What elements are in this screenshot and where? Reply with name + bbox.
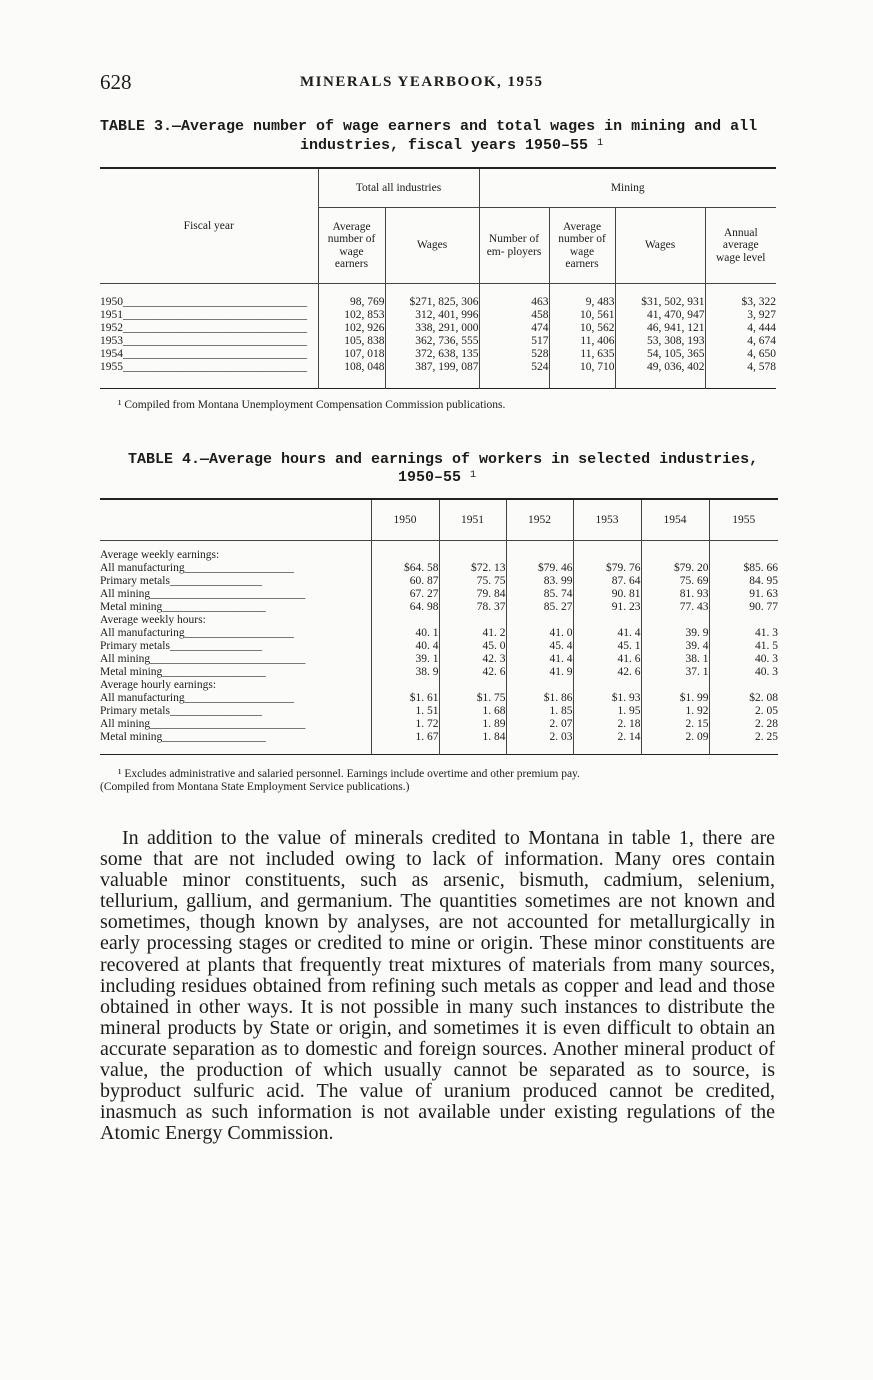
cell: $72. 13: [439, 562, 506, 575]
cell: 3, 927: [705, 309, 776, 322]
cell: 41. 3: [709, 627, 778, 640]
col-header-wage-level: Annual average wage level: [705, 208, 776, 284]
cell: 41. 9: [506, 666, 573, 679]
col-header-year: 1951: [439, 499, 506, 541]
col-header-all-wages: Wages: [385, 208, 479, 284]
col-header-mining-earners: Average number of wage earners: [549, 208, 615, 284]
row-label: All mining___________________________: [100, 718, 306, 731]
cell: 2. 05: [709, 705, 778, 718]
cell: 4, 444: [705, 322, 776, 335]
cell: $64. 58: [371, 562, 439, 575]
row-label: All mining___________________________: [100, 653, 306, 666]
cell: $85. 66: [709, 562, 778, 575]
cell: 40. 3: [709, 666, 778, 679]
cell: 10, 561: [549, 309, 615, 322]
table-row: [100, 296, 776, 309]
row-label: Average hourly earnings:: [100, 679, 217, 692]
cell: 10, 710: [549, 361, 615, 374]
cell: 338, 291, 000: [385, 322, 479, 335]
table-row: [100, 614, 778, 627]
cell: 84. 95: [709, 575, 778, 588]
cell: 1. 92: [641, 705, 709, 718]
cell: 474: [479, 322, 549, 335]
cell: 2. 07: [506, 718, 573, 731]
table-row: [100, 627, 778, 640]
row-label: Primary metals________________: [100, 705, 262, 718]
table-row: [100, 309, 776, 322]
cell: 87. 64: [573, 575, 641, 588]
cell: 11, 406: [549, 335, 615, 348]
cell: 40. 3: [709, 653, 778, 666]
year-label: 1952________________________________: [100, 322, 307, 335]
cell: 78. 37: [439, 601, 506, 614]
cell: 528: [479, 348, 549, 361]
cell: $3, 322: [705, 296, 776, 309]
cell: 53, 308, 193: [615, 335, 705, 348]
cell: 38. 1: [641, 653, 709, 666]
col-header-year: 1950: [371, 499, 439, 541]
table3-footnote: ¹ Compiled from Montana Unemployment Compensation Commission publications.: [118, 399, 506, 411]
body-paragraph: In addition to the value of minerals credited to Montana in table 1, there are some that are not included owing to lack of information. Many ores contain valuable minor constituents, such as arsenic, bismuth, cadmium, selenium, tellurium, gallium, and germanium. The quantities sometimes are not known and sometimes, though known by analyses, are not accounted for metallurgically in early processing stages or credited to mine or origin. These minor constituents are recovered at plants that frequently treat mixtures of materials from many sources, including residues obtained from refining such metals as copper and lead and those obtained in other ways. It is not possible in many such instances to distribute the mineral products by State or origin, and sometimes it is even difficult to obtain an accurate separation as to domestic and foreign sources. Another mineral product of value, the production of which usually cannot be separated as to source, is byproduct sulfuric acid. The value of uranium produced cannot be credited, inasmuch as such information is not available under existing regulations of the Atomic Energy Commission.: [100, 827, 775, 1145]
table-row: [100, 348, 776, 361]
cell: 42. 3: [439, 653, 506, 666]
row-label: All manufacturing___________________: [100, 627, 294, 640]
cell: 41. 4: [573, 627, 641, 640]
row-label: Average weekly earnings:: [100, 549, 220, 562]
cell: $79. 76: [573, 562, 641, 575]
table-row: [100, 679, 778, 692]
col-header-year: 1952: [506, 499, 573, 541]
cell: 42. 6: [439, 666, 506, 679]
cell: $1. 99: [641, 692, 709, 705]
cell: 41. 6: [573, 653, 641, 666]
cell: 38. 9: [371, 666, 439, 679]
table-row: [100, 692, 778, 705]
table3: [100, 167, 776, 389]
cell: 40. 1: [371, 627, 439, 640]
row-label: All manufacturing___________________: [100, 562, 294, 575]
cell: 39. 1: [371, 653, 439, 666]
col-header-all-earners: Average number of wage earners: [318, 208, 385, 284]
cell: 107, 018: [318, 348, 385, 361]
cell: 1. 51: [371, 705, 439, 718]
row-label: All manufacturing___________________: [100, 692, 294, 705]
table4-caption-text: 1950–55: [398, 469, 462, 486]
cell: 1. 85: [506, 705, 573, 718]
cell: 1. 68: [439, 705, 506, 718]
cell: 41. 5: [709, 640, 778, 653]
cell: 45. 4: [506, 640, 573, 653]
col-header-year: 1955: [709, 499, 778, 541]
table-row: [100, 322, 776, 335]
cell: 90. 77: [709, 601, 778, 614]
cell: $1. 93: [573, 692, 641, 705]
cell: 1. 67: [371, 731, 439, 744]
cell: 2. 14: [573, 731, 641, 744]
row-label: All mining___________________________: [100, 588, 306, 601]
col-header-year: 1954: [641, 499, 709, 541]
cell: 102, 853: [318, 309, 385, 322]
table4-footnote-line2: (Compiled from Montana State Employment Service publications.): [100, 781, 410, 793]
cell: 2. 03: [506, 731, 573, 744]
table3-footnote-marker: 1: [597, 138, 604, 149]
group-header-mining: Mining: [479, 168, 776, 208]
col-header-year: 1953: [573, 499, 641, 541]
col-header-employers: Number of em- ployers: [479, 208, 549, 284]
cell: 2. 15: [641, 718, 709, 731]
group-header-all-industries: Total all industries: [318, 168, 479, 208]
cell: 517: [479, 335, 549, 348]
cell: 75. 69: [641, 575, 709, 588]
year-label: 1951________________________________: [100, 309, 307, 322]
year-label: 1950________________________________: [100, 296, 307, 309]
cell: 10, 562: [549, 322, 615, 335]
table3-caption-text: industries, fiscal years 1950–55: [300, 137, 589, 154]
table-row: [100, 335, 776, 348]
col-header-fiscal-year: Fiscal year: [100, 168, 318, 284]
cell: 1. 84: [439, 731, 506, 744]
cell: 372, 638, 135: [385, 348, 479, 361]
cell: 108, 048: [318, 361, 385, 374]
table-row: [100, 562, 778, 575]
table3-caption-line1: TABLE 3.—Average number of wage earners and total wages in mining and all: [100, 118, 758, 135]
cell: $1. 86: [506, 692, 573, 705]
cell: 11, 635: [549, 348, 615, 361]
cell: 387, 199, 087: [385, 361, 479, 374]
cell: 4, 650: [705, 348, 776, 361]
cell: 362, 736, 555: [385, 335, 479, 348]
table4-footnote-line1: ¹ Excludes administrative and salaried personnel. Earnings include overtime and other premium pay.: [118, 768, 580, 780]
cell: $271, 825, 306: [385, 296, 479, 309]
table-row: [100, 705, 778, 718]
row-label: Metal mining__________________: [100, 731, 266, 744]
cell: 105, 838: [318, 335, 385, 348]
cell: $79. 20: [641, 562, 709, 575]
year-label: 1955________________________________: [100, 361, 307, 374]
cell: 463: [479, 296, 549, 309]
cell: 2. 25: [709, 731, 778, 744]
col-header-mining-wages: Wages: [615, 208, 705, 284]
cell: 67. 27: [371, 588, 439, 601]
cell: 458: [479, 309, 549, 322]
cell: 41. 4: [506, 653, 573, 666]
table-row: [100, 653, 778, 666]
row-label: Primary metals________________: [100, 575, 262, 588]
running-title: MINERALS YEARBOOK, 1955: [300, 74, 544, 90]
cell: 45. 0: [439, 640, 506, 653]
cell: 1. 89: [439, 718, 506, 731]
cell: 49, 036, 402: [615, 361, 705, 374]
cell: $2. 08: [709, 692, 778, 705]
table-row: [100, 718, 778, 731]
cell: $1. 75: [439, 692, 506, 705]
cell: $31, 502, 931: [615, 296, 705, 309]
row-label: Metal mining__________________: [100, 601, 266, 614]
cell: 312, 401, 996: [385, 309, 479, 322]
cell: 85. 27: [506, 601, 573, 614]
cell: 102, 926: [318, 322, 385, 335]
cell: 79. 84: [439, 588, 506, 601]
row-label: Average weekly hours:: [100, 614, 206, 627]
table4-caption-line2: [398, 467, 476, 486]
row-label: Primary metals________________: [100, 640, 262, 653]
cell: 39. 9: [641, 627, 709, 640]
cell: 81. 93: [641, 588, 709, 601]
table-row: [100, 601, 778, 614]
cell: 85. 74: [506, 588, 573, 601]
cell: 4, 578: [705, 361, 776, 374]
table-row: [100, 588, 778, 601]
cell: 91. 23: [573, 601, 641, 614]
year-label: 1953________________________________: [100, 335, 307, 348]
row-label: Metal mining__________________: [100, 666, 266, 679]
cell: 1. 95: [573, 705, 641, 718]
table-row: [100, 361, 776, 374]
cell: 75. 75: [439, 575, 506, 588]
cell: 98, 769: [318, 296, 385, 309]
cell: 42. 6: [573, 666, 641, 679]
table3-caption-line2: [300, 135, 603, 154]
cell: 41. 0: [506, 627, 573, 640]
page-number: 628: [100, 70, 132, 94]
cell: 46, 941, 121: [615, 322, 705, 335]
cell: 64. 98: [371, 601, 439, 614]
cell: 2. 18: [573, 718, 641, 731]
table-row: [100, 549, 778, 562]
cell: 45. 1: [573, 640, 641, 653]
cell: 524: [479, 361, 549, 374]
cell: 60. 87: [371, 575, 439, 588]
table4-footnote-marker: 1: [470, 470, 477, 481]
cell: 2. 09: [641, 731, 709, 744]
table4-caption-line1: TABLE 4.—Average hours and earnings of workers in selected industries,: [128, 451, 759, 468]
table-row: [100, 731, 778, 744]
cell: 39. 4: [641, 640, 709, 653]
table-row: [100, 640, 778, 653]
year-label: 1954________________________________: [100, 348, 307, 361]
cell: 9, 483: [549, 296, 615, 309]
table-row: [100, 575, 778, 588]
cell: 41, 470, 947: [615, 309, 705, 322]
cell: $1. 61: [371, 692, 439, 705]
cell: 83. 99: [506, 575, 573, 588]
body-text: [100, 828, 775, 1144]
table4: [100, 498, 778, 755]
table-row: [100, 666, 778, 679]
row-header-blank: [100, 499, 371, 541]
cell: 54, 105, 365: [615, 348, 705, 361]
cell: 2. 28: [709, 718, 778, 731]
cell: 40. 4: [371, 640, 439, 653]
cell: 41. 2: [439, 627, 506, 640]
cell: 91. 63: [709, 588, 778, 601]
cell: 4, 674: [705, 335, 776, 348]
cell: 77. 43: [641, 601, 709, 614]
cell: 90. 81: [573, 588, 641, 601]
cell: 1. 72: [371, 718, 439, 731]
cell: 37. 1: [641, 666, 709, 679]
cell: $79. 46: [506, 562, 573, 575]
